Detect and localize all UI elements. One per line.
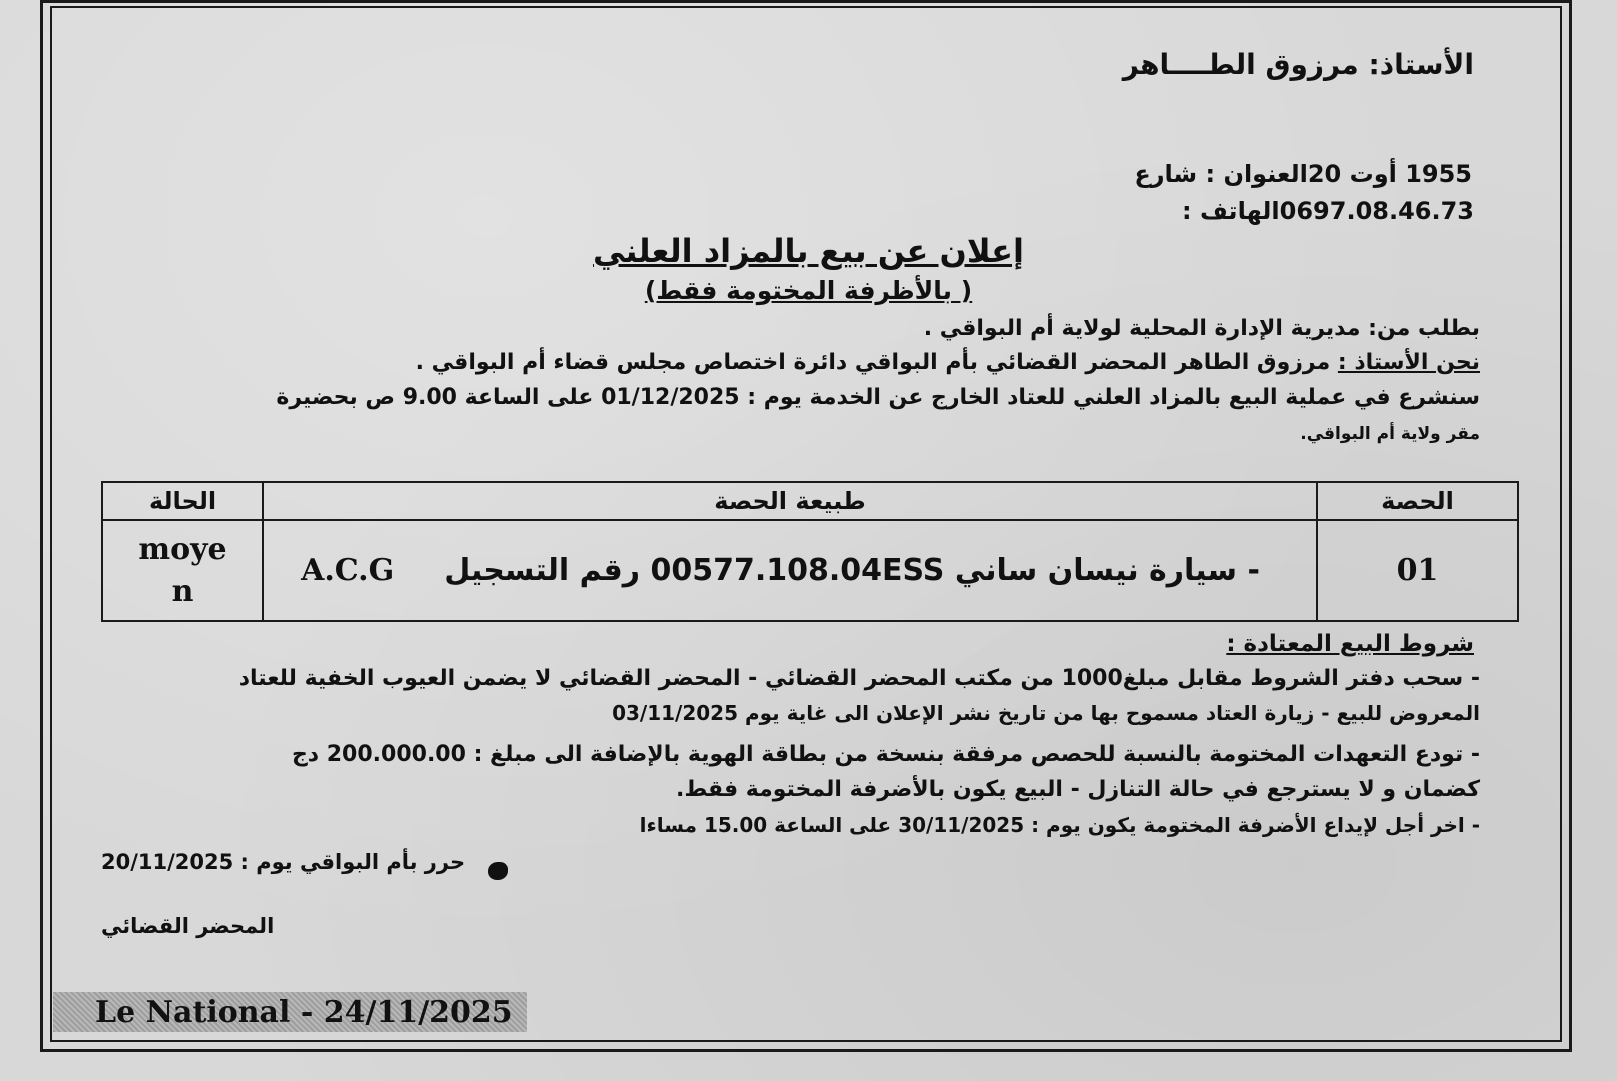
requester-line: بطلب من: مديرية الإدارة المحلية لولاية أم البواقي . bbox=[923, 316, 1480, 341]
announcement-title-text: إعلان عن بيع بالمزاد العلني bbox=[593, 232, 1024, 270]
bailiff-line-text: مرزوق الطاهر المحضر القضائي بأم البواقي دائرة اختصاص مجلس قضاء أم البواقي . bbox=[415, 350, 1338, 375]
bailiff-line bbox=[416, 350, 1480, 375]
header-state: الحالة bbox=[102, 482, 263, 520]
header-nature: طبيعة الحصة bbox=[263, 482, 1317, 520]
table-row bbox=[102, 520, 1518, 621]
signer-title: المحضر القضائي bbox=[101, 914, 275, 938]
done-at-line: حرر بأم البواقي يوم : 20/11/2025 bbox=[101, 850, 466, 874]
publication-label: Le National - 24/11/2025 bbox=[95, 995, 513, 1030]
announcement-subtitle: ( بالأظرفة المختومة فقط) bbox=[644, 276, 973, 305]
conditions-title: شروط البيع المعتادة : bbox=[1226, 631, 1474, 657]
cell-lot: 01 bbox=[1317, 520, 1518, 621]
ink-blot bbox=[488, 862, 508, 880]
bailiff-line-prefix: نحن الأستاذ : bbox=[1337, 350, 1480, 375]
cell-state-line1: moye bbox=[138, 531, 227, 567]
table-header-row bbox=[102, 482, 1518, 520]
cell-state bbox=[102, 520, 263, 621]
condition-line-3: - تودع التعهدات المختومة بالنسبة للحصص مرفقة بنسخة من بطاقة الهوية بالإضافة الى مبلغ : 200.000.00 دج bbox=[291, 742, 1480, 767]
announcement-title bbox=[0, 232, 1617, 270]
lawyer-name: الأستاذ: مرزوق الطــــاهر bbox=[1122, 48, 1474, 81]
header-lot: الحصة bbox=[1317, 482, 1518, 520]
cell-nature-code: A.C.G bbox=[301, 553, 395, 588]
condition-line-2: المعروض للبيع - زيارة العتاد مسموح بها من تاريخ نشر الإعلان الى غاية يوم 03/11/2025 bbox=[612, 701, 1480, 725]
sale-date-line: سنشرع في عملية البيع بالمزاد العلني للعتاد الخارج عن الخدمة يوم : 01/12/2025 على الساعة 9.00 ص بحضيرة bbox=[276, 385, 1480, 410]
lots-table bbox=[101, 481, 1519, 622]
condition-line-4: كضمان و لا يسترجع في حالة التنازل - البيع يكون بالأضرفة المختومة فقط. bbox=[675, 777, 1480, 802]
sale-location-line: مقر ولاية أم البواقي. bbox=[1300, 424, 1480, 444]
lawyer-address: 1955 أوت 20العنوان : شارع bbox=[1134, 160, 1472, 188]
lawyer-phone: 0697.08.46.73الهاتف : bbox=[1182, 197, 1474, 225]
condition-line-1: - سحب دفتر الشروط مقابل مبلغ1000 من مكتب المحضر القضائي - المحضر القضائي لا يضمن العيوب الخفية للعتاد bbox=[238, 666, 1480, 691]
cell-state-line2: n bbox=[171, 573, 194, 609]
cell-nature-text: - سيارة نيسان ساني 00577.108.04ESS رقم التسجيل bbox=[444, 553, 1260, 588]
cell-nature bbox=[263, 520, 1317, 621]
condition-line-5: - اخر أجل لإيداع الأضرفة المختومة يكون يوم : 30/11/2025 على الساعة 15.00 مساءا bbox=[639, 813, 1480, 837]
